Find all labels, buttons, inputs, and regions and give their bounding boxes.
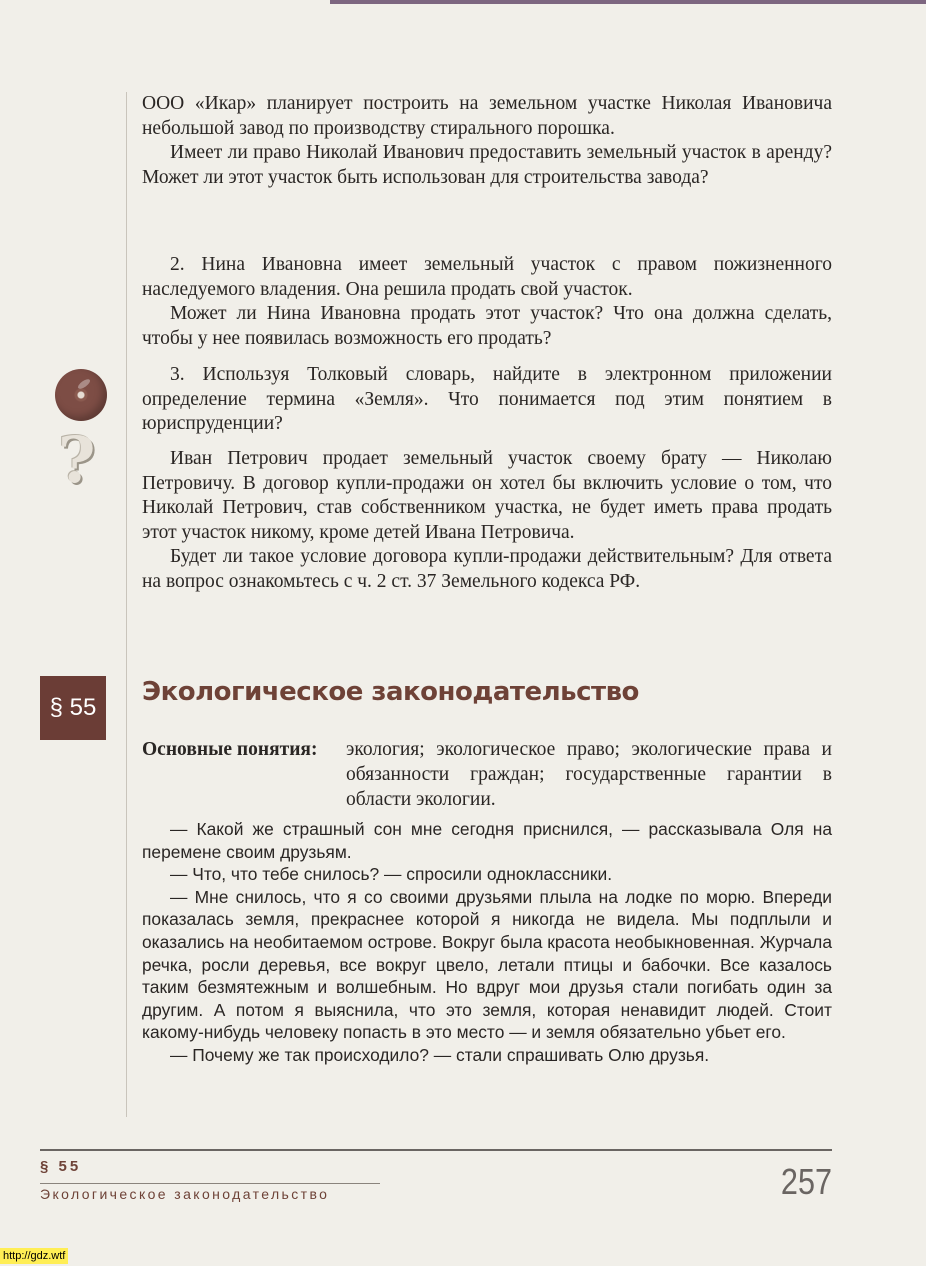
section-badge: § 55 [40, 676, 106, 740]
footer-section: § 55 [40, 1158, 82, 1175]
story-text [142, 818, 832, 1067]
top-decorative-rule [330, 0, 926, 4]
margin-line [126, 92, 127, 1117]
story-paragraph: — Мне снилось, что я со своими друзьями плыла на лодке по морю. Впереди показалась земля, прекраснее которой я никогда не видела. Мы подплыли и оказались на необитаемом острове. Вокруг была красота необыкновенная. Журчала речка, росли деревья, все вокруг цвело, летали птицы и бабочки. Все казалось таким безмятежным и волшебным. Но вдруг мои друзья стали погибать один за другим. А потом я выяснила, что это земля, которая ненавидит людей. Стоит какому-нибудь человеку попасть в это место — и земля обязательно убьет его. [142, 886, 832, 1043]
task-1 [142, 92, 832, 190]
footer-thin-rule [40, 1183, 380, 1184]
question-mark-icon: ? [58, 423, 96, 498]
task-2-text: 2. Нина Ивановна имеет земельный участок с правом пожизненного наследуемого владения. Она решила продать свой участок. [142, 254, 832, 300]
watermark-link[interactable]: http://gdz.wtf [0, 1248, 68, 1264]
page-number: 257 [780, 1161, 832, 1202]
story-paragraph: — Какой же страшный сон мне сегодня приснился, — рассказывала Оля на перемене своим друзьям. [142, 819, 832, 862]
task-2 [142, 253, 832, 351]
cd-disc-icon [55, 369, 107, 421]
story-paragraph: — Почему же так происходило? — стали спрашивать Олю друзья. [170, 1044, 710, 1065]
footer-title: Экологическое законодательство [40, 1186, 330, 1202]
task-2-question: Может ли Нина Ивановна продать этот участок? Что она должна сделать, чтобы у нее появилась возможность его продать? [142, 303, 832, 349]
task-1-text: ООО «Икар» планирует построить на земельном участке Николая Ивановича небольшой завод по производству стирального порошка. [142, 93, 832, 139]
task-3-text: 3. Используя Толковый словарь, найдите в электронном приложении определение термина «Земля». Что понимается под этим понятием в юриспруденции? [142, 364, 832, 434]
concepts-text: экология; экологическое право; экологические права и обязанности граждан; государственные гарантии в области экологии. [346, 739, 832, 810]
concepts-label: Основные понятия: [142, 739, 318, 760]
section-title: Экологическое законодательство [142, 677, 639, 707]
footer-rule [40, 1149, 832, 1151]
task-3 [142, 363, 832, 437]
question-block [142, 447, 832, 594]
task-1-question: Имеет ли право Николай Иванович предоставить земельный участок в аренду? Может ли этот участок быть использован для строительства завода? [142, 142, 832, 188]
question-text: Иван Петрович продает земельный участок своему брату — Николаю Петровичу. В договор купли-продажи он хотел бы включить условие о том, что Николай Петрович, став собственником участка, не будет иметь права продать этот участок никому, кроме детей Ивана Петровича. [142, 448, 832, 543]
question-ask: Будет ли такое условие договора купли-продажи действительным? Для ответа на вопрос ознакомьтесь с ч. 2 ст. 37 Земельного кодекса РФ. [142, 546, 832, 592]
story-paragraph: — Что, что тебе снилось? — спросили одноклассники. [170, 864, 613, 885]
